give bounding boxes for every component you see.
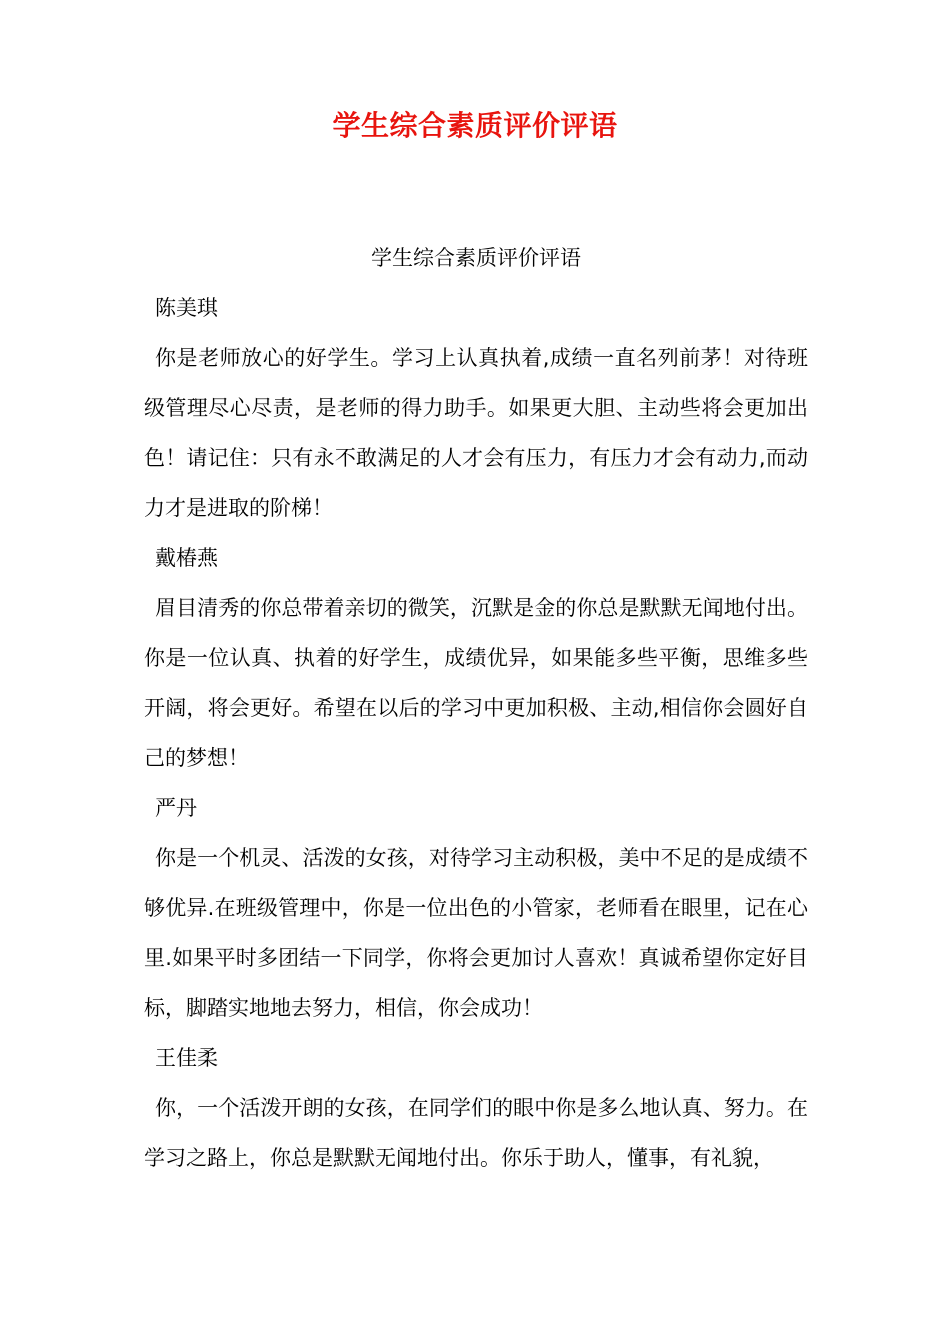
student-comment: 你是老师放心的好学生。学习上认真执着,成绩一直名列前茅！对待班级管理尽心尽责，是老师的得力助手。如果更大胆、主动些将会更加出色！请记住：只有永不敢满足的人才会有压力，有压力才会有动力,而动力才是进取的阶梯！: [144, 346, 808, 520]
document-subtitle: 学生综合素质评价评语: [371, 246, 581, 270]
student-name: 陈美琪: [155, 296, 218, 320]
student-comment: 眉目清秀的你总带着亲切的微笑，沉默是金的你总是默默无闻地付出。你是一位认真、执着的好学生，成绩优异，如果能多些平衡，思维多些开阔，将会更好。希望在以后的学习中更加积极、主动,相信你会圆好自己的梦想！: [144, 596, 808, 770]
student-comment: 你，一个活泼开朗的女孩，在同学们的眼中你是多么地认真、努力。在学习之路上，你总是默默无闻地付出。你乐于助人，懂事，有礼貌，: [144, 1096, 808, 1170]
student-name: 严丹: [155, 796, 197, 820]
student-name: 戴椿燕: [155, 546, 218, 570]
document-body: [144, 233, 808, 1183]
document-title: 学生综合素质评价评语: [332, 109, 618, 142]
student-comment: 你是一个机灵、活泼的女孩，对待学习主动积极，美中不足的是成绩不够优异.在班级管理中，你是一位出色的小管家，老师看在眼里，记在心里.如果平时多团结一下同学，你将会更加讨人喜欢！真诚希望你定好目标，脚踏实地地去努力，相信，你会成功！: [144, 846, 808, 1020]
student-name: 王佳柔: [155, 1046, 218, 1070]
